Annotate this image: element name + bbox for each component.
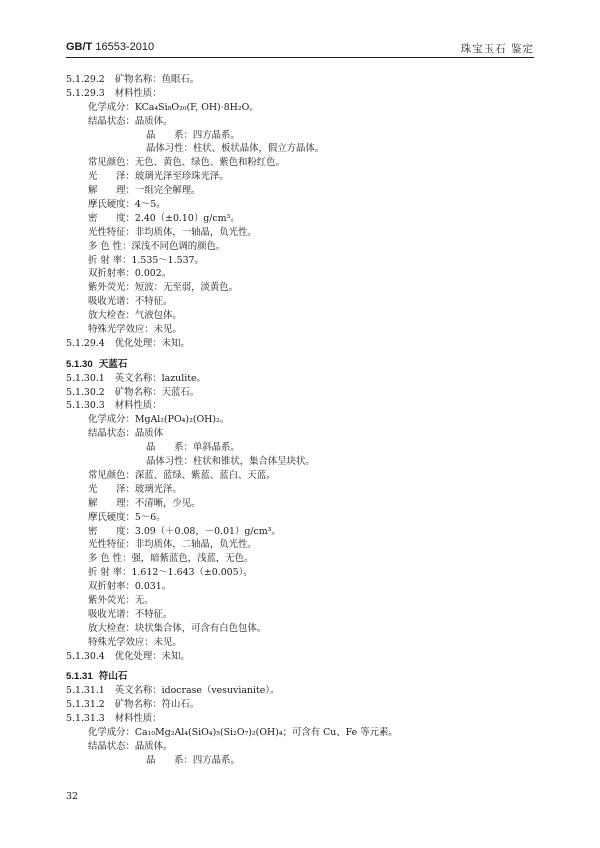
- property-text: 解 理：不清晰，少见。: [88, 497, 201, 509]
- property-text: 多 色 性：深浅不同色调的颜色。: [88, 240, 226, 252]
- section-number: 5.1.30: [66, 358, 93, 370]
- property-line: [66, 281, 546, 295]
- sub-property-line: [66, 129, 546, 143]
- property-text: 密 度：2.40（±0.10）g/cm³。: [88, 212, 240, 224]
- property-text: 晶体习性：柱状和锥状，集合体呈块状。: [146, 456, 315, 468]
- property-line: [66, 323, 546, 337]
- property-line: [66, 212, 546, 226]
- property-text: 晶 系：四方晶系。: [146, 754, 240, 766]
- document-title: 珠宝玉石 鉴定: [460, 43, 534, 55]
- clause-text: 矿物名称：鱼眼石。: [114, 74, 200, 85]
- sub-property-line: [66, 754, 546, 768]
- property-text: 晶 系：四方晶系。: [146, 129, 240, 141]
- clause-line: [66, 712, 546, 726]
- property-line: [66, 156, 546, 170]
- clause-number: 5.1.30.3: [66, 400, 105, 412]
- sub-property-line: [66, 455, 546, 469]
- property-text: 紫外荧光：无。: [88, 594, 154, 606]
- property-text: 折 射 率：1.535～1.537。: [88, 254, 204, 266]
- property-text: 特殊光学效应：未见。: [88, 324, 182, 336]
- property-line: [66, 170, 546, 184]
- clause-text: 优化处理：未知。: [114, 650, 190, 662]
- clause-text: 材料性质：: [114, 400, 162, 412]
- property-text: 晶体习性：柱状、板状晶体，假立方晶体。: [146, 143, 325, 155]
- property-line: [66, 240, 546, 254]
- sub-property-line: [66, 441, 546, 455]
- property-text: 光 泽：玻璃光泽至珍珠光泽。: [88, 171, 229, 183]
- property-text: 结晶状态：晶质体: [88, 428, 164, 440]
- clause-number: 5.1.30.1: [66, 372, 105, 384]
- property-text: 密 度：3.09（＋0.08，－0.01）g/cm³。: [88, 525, 281, 537]
- clause-text: 英文名称：lazulite。: [114, 372, 206, 384]
- property-text: 解 理：一组完全解理。: [88, 185, 201, 197]
- property-text: 放大检查：气液包体。: [88, 310, 182, 322]
- clause-text: 矿物名称：符山石。: [114, 699, 200, 711]
- property-line: [66, 566, 546, 580]
- clause-text: 优化处理：未知。: [114, 337, 190, 349]
- document-body: [66, 73, 546, 768]
- property-text: 光性特征：非均质体，二轴晶，负光性。: [88, 539, 257, 551]
- clause-text: 材料性质：: [114, 713, 162, 725]
- clause-line: [66, 372, 546, 386]
- clause-number: 5.1.31.2: [66, 699, 105, 711]
- sub-property-line: [66, 142, 546, 156]
- property-line: [66, 309, 546, 323]
- property-text: 特殊光学效应：未见。: [88, 636, 182, 648]
- property-line: [66, 608, 546, 622]
- property-line: [66, 101, 546, 115]
- property-line: [66, 469, 546, 483]
- property-text: 双折射率：0.002。: [88, 268, 172, 280]
- property-line: [66, 413, 546, 427]
- property-text: 化学成分：KCa₄Si₈O₂₀(F, OH)·8H₂O。: [88, 101, 259, 113]
- property-line: [66, 726, 546, 740]
- clause-number: 5.1.29.2: [66, 74, 105, 85]
- clause-line: [66, 87, 546, 101]
- property-line: [66, 552, 546, 566]
- section-heading: [66, 670, 546, 684]
- clause-line: [66, 698, 546, 712]
- page-number: 32: [66, 791, 79, 802]
- section-number: 5.1.31: [66, 671, 93, 683]
- property-line: [66, 295, 546, 309]
- property-text: 放大检查：块状集合体，可含有白色包体。: [88, 622, 267, 634]
- clause-line: [66, 386, 546, 400]
- property-line: [66, 226, 546, 240]
- property-line: [66, 538, 546, 552]
- property-line: [66, 511, 546, 525]
- clause-line: [66, 399, 546, 413]
- property-text: 紫外荧光：短波：无至弱，淡黄色。: [88, 282, 239, 294]
- page-header: [66, 41, 534, 58]
- property-text: 结晶状态：晶质体。: [88, 740, 173, 752]
- property-line: [66, 184, 546, 198]
- property-line: [66, 740, 546, 754]
- section-name: 符山石: [98, 671, 128, 683]
- property-line: [66, 497, 546, 511]
- section-heading: [66, 358, 546, 372]
- property-text: 结晶状态：晶质体。: [88, 115, 173, 127]
- property-line: [66, 254, 546, 268]
- property-text: 吸收光谱：不特征。: [88, 296, 173, 308]
- property-line: [66, 525, 546, 539]
- clause-text: 矿物名称：天蓝石。: [114, 386, 200, 398]
- standard-prefix: GB/T: [66, 41, 93, 53]
- clause-line: [66, 337, 546, 351]
- property-text: 光性特征：非均质体，一轴晶，负光性。: [88, 226, 257, 238]
- property-line: [66, 427, 546, 441]
- clause-line: [66, 73, 546, 87]
- property-line: [66, 267, 546, 281]
- property-text: 多 色 性：强，暗紫蓝色，浅蓝，无色。: [88, 553, 254, 565]
- clause-number: 5.1.29.3: [66, 87, 105, 99]
- property-text: 晶 系：单斜晶系。: [146, 442, 240, 454]
- clause-number: 5.1.31.3: [66, 713, 105, 725]
- property-text: 吸收光谱：不特征。: [88, 608, 173, 620]
- property-text: 折 射 率：1.612～1.643（±0.005）。: [88, 567, 253, 579]
- property-text: 化学成分：MgAl₂(PO₄)₂(OH)₂。: [88, 414, 230, 426]
- property-line: [66, 636, 546, 650]
- property-line: [66, 198, 546, 212]
- property-text: 常见颜色：深蓝、蓝绿、紫蓝、蓝白、天蓝。: [88, 469, 276, 481]
- clause-number: 5.1.29.4: [66, 337, 105, 349]
- standard-number: 16553-2010: [95, 41, 155, 53]
- clause-number: 5.1.30.4: [66, 650, 105, 662]
- property-text: 摩氏硬度：4～5。: [88, 199, 166, 211]
- property-text: 化学成分：Ca₁₀Mg₂Al₄(SiO₄)₅(Si₂O₇)₂(OH)₄；可含有 Cu、Fe 等元素。: [88, 726, 398, 738]
- property-line: [66, 115, 546, 129]
- property-text: 常见颜色：无色、黄色、绿色、紫色和粉红色。: [88, 157, 285, 169]
- clause-line: [66, 650, 546, 664]
- standard-code: [66, 41, 154, 53]
- property-line: [66, 594, 546, 608]
- property-line: [66, 622, 546, 636]
- clause-text: 材料性质：: [114, 87, 162, 99]
- property-text: 光 泽：玻璃光泽。: [88, 483, 182, 495]
- property-line: [66, 483, 546, 497]
- clause-text: 英文名称：idocrase（vesuvianite）。: [114, 685, 280, 697]
- clause-line: [66, 684, 546, 698]
- property-text: 双折射率：0.031。: [88, 581, 172, 593]
- property-line: [66, 580, 546, 594]
- property-text: 摩氏硬度：5～6。: [88, 511, 166, 523]
- section-name: 天蓝石: [98, 358, 128, 370]
- clause-number: 5.1.31.1: [66, 685, 105, 697]
- clause-number: 5.1.30.2: [66, 386, 105, 398]
